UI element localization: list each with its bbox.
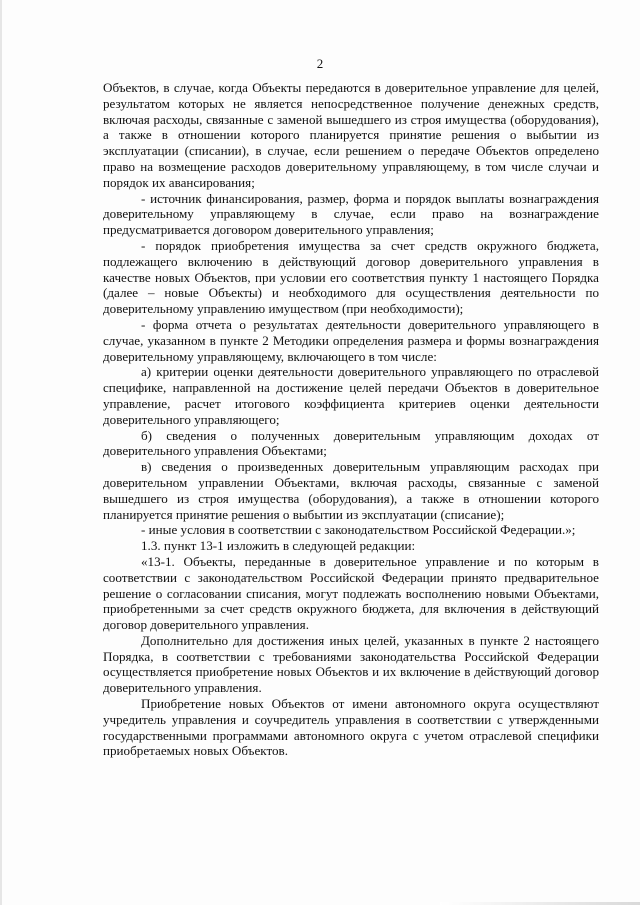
paragraph-acquisition-procedure: - порядок приобретения имущества за счет средств окружного бюджета, подлежащего включению в действующий договор доверительного управления в качестве новых Объектов, при условии его соответствия пункту 1 настоящего Порядка (далее – новые Объекты) и необходимого для осуществления деятельности по доверительному управлению имуществом (при необходимости); [103, 237, 599, 317]
paragraph-continuation: Объектов, в случае, когда Объекты передаются в доверительное управление для целей, результатом которых не является непосредственное получение денежных средств, включая расходы, связанные с заменой вышедшего из строя имущества (оборудования), а также в отношении которого планируется принятие решения о выбытии из эксплуатации (списании), в случае, если решением о передаче Объектов определено право на возмещение расходов доверительному управляющему, в том числе случаи и порядок их авансирования; [103, 80, 599, 190]
paragraph-item-a: а) критерии оценки деятельности доверительного управляющего по отраслевой специфике, направленной на достижение целей передачи Объектов в доверительное управление, расчет итогового коэффициента критериев оценки деятельности доверительного управляющего; [103, 364, 599, 427]
page-number: 2 [316, 56, 324, 71]
paragraph-other-conditions: - иные условия в соответствии с законодательством Российской Федерации.»; [141, 522, 576, 538]
paragraph-acquisition-actors: Приобретение новых Объектов от имени автономного округа осуществляют учредитель управления и соучредитель управления в соответствии с утвержденными государственными программами автономного округа с учетом отраслевой специфики приобретаемых новых Объектов. [103, 696, 599, 759]
paragraph-item-b: б) сведения о полученных доверительным управляющим доходах от доверительного управления Объектами; [103, 427, 599, 459]
paragraph-additional-goals: Дополнительно для достижения иных целей, указанных в пункте 2 настоящего Порядка, в соответствии с требованиями законодательства Российской Федерации осуществляется приобретение новых Объектов и их включение в действующий договор доверительного управления. [103, 632, 599, 696]
paragraph-clause-13-1: «13-1. Объекты, переданные в доверительное управление и по которым в соответствии с законодательством Российской Федерации принято предварительное решение о согласовании списания, могут подлежать восполнению новыми Объектами, приобретенными за счет средств окружного бюджета, для включения в действующий договор доверительного управления. [103, 553, 599, 633]
scan-left-edge [0, 0, 2, 905]
paragraph-item-c: в) сведения о произведенных доверительным управляющим расходах при доверительном управлении Объектами, включая расходы, связанные с заменой вышедшего из строя имущества (оборудования), а также в отношении которого планируется принятие решения о выбытии из эксплуатации (списание); [103, 459, 599, 522]
document-body [103, 80, 599, 759]
paragraph-report-form: - форма отчета о результатах деятельности доверительного управляющего в случае, указанном в пункте 2 Методики определения размера и формы вознаграждения доверительному управляющему, включающего в том числе: [103, 316, 599, 364]
paragraph-funding-source: - источник финансирования, размер, форма и порядок выплаты вознаграждения доверительному управляющему в случае, если право на вознаграждение предусматривается договором доверительного управления; [103, 190, 599, 238]
paragraph-amendment-1-3: 1.3. пункт 13-1 изложить в следующей редакции: [141, 538, 416, 554]
